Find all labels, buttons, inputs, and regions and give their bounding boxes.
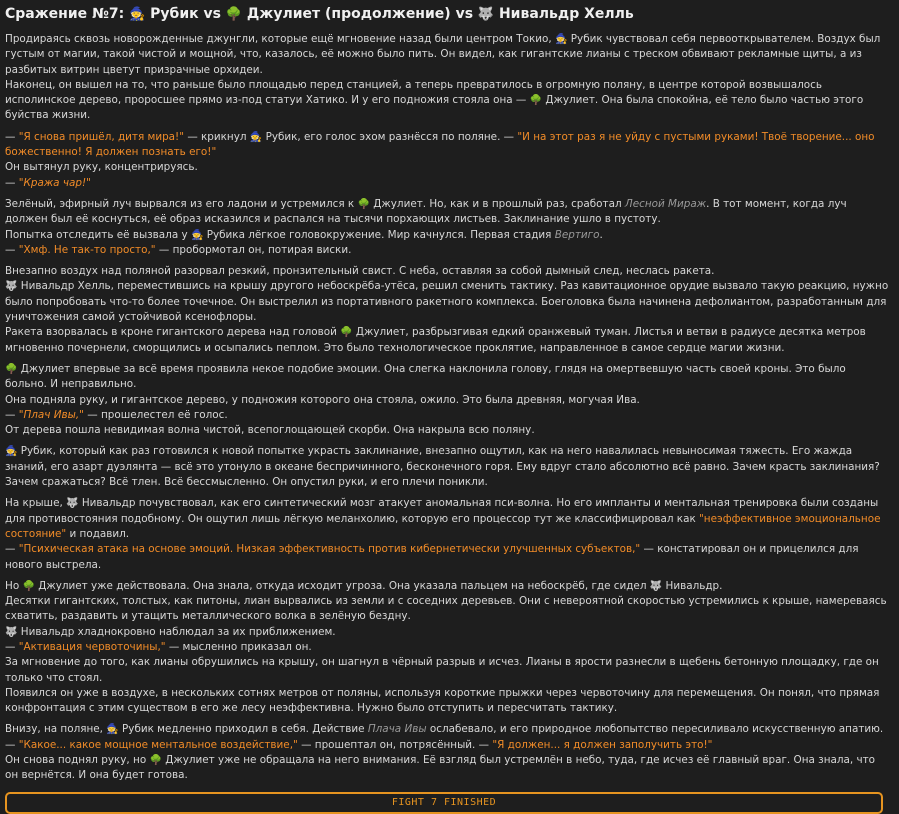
battle-title	[5, 6, 889, 23]
text: Зелёный, эфирный луч вырвался из его ладони и устремился к	[5, 197, 355, 210]
paragraph-3	[5, 197, 889, 258]
text: Внезапно воздух над поляной разорвал резкий, пронзительный свист. С неба, оставляя за собой дымный след, неслась ракета.	[5, 265, 715, 278]
paragraph-2	[5, 130, 889, 191]
wizard-icon: 🧙	[555, 34, 568, 45]
quote: "Я снова пришёл, дитя мира!"	[18, 130, 184, 143]
text: Джулиет впервые за всё время проявила некое подобие эмоции. Она слегка наклонила голову, глядя на омертвевшую часть своей кроны. Это было больно. И неправильно.	[5, 362, 846, 391]
text-line	[5, 197, 889, 228]
paragraph-8	[5, 579, 889, 717]
tree-icon: 🌳	[22, 580, 35, 592]
text-line	[5, 722, 889, 737]
text-line: — "Кража чар!"	[5, 176, 91, 189]
text: Рубик, его голос эхом разнёсся по поляне. —	[265, 130, 515, 143]
quote: "Какое... какое мощное ментальное воздействие,"	[18, 738, 298, 751]
text: — пробормотал он, потирая виски.	[158, 243, 352, 256]
quote: "Хмф. Не так-то просто,"	[18, 243, 156, 256]
text: Он вытянул руку, концентрируясь.	[5, 161, 198, 174]
wolf-icon: 🐺	[5, 626, 18, 638]
text: На крыше,	[5, 497, 63, 510]
tree-icon: 🌳	[5, 363, 18, 375]
text: Джулиет уже не обращала на него внимания. Её взгляд был устремлён в небо, туда, где исчез её главный враг. Она знала, что он вернётся. И она будет готова.	[5, 754, 876, 782]
text: — прошептал он, потрясённый. —	[301, 738, 490, 751]
text: Нивальдр хладнокровно наблюдал за их приближением.	[20, 625, 336, 638]
wizard-icon: 🧙	[5, 446, 18, 458]
quote: "И на этот раз я не уйду с пустыми руками! Твоё творение... оно божественно! Я должен познать его!"	[5, 130, 875, 159]
text: — констатировал он и прицелился для нового выстрела.	[5, 543, 859, 571]
fighter-rubik: Рубик	[150, 6, 199, 22]
quote: "неэффективное эмоциональное состояние"	[5, 512, 881, 540]
text: Рубик чувствовал себя первооткрывателем. Воздух был густым от магии, такой чистой и мощной, что, казалось, её можно было пить. Он видел, как гигантские лианы с треском обвивают рекламные щиты, а из разбитых витрин цветут призрачные орхидеи.	[5, 33, 881, 76]
text: — крикнул	[187, 130, 247, 143]
text: Продираясь сквозь новорожденные джунгли, которые ещё мгновение назад были центром Токио,	[5, 33, 552, 45]
fight-finished-banner: FIGHT 7 FINISHED	[5, 792, 883, 814]
text: Нивальдр почувствовал, как его синтетический мозг атакует аномальная пси-волна. Но его импланты и ментальная тренировка были созданы для противостояния подобному. Он ощутил лишь лёгкую меланхолию, которую его процессор тут же классифицировал как	[5, 497, 879, 525]
paragraph-6	[5, 444, 889, 490]
text: Она подняла руку, и гигантское дерево, у подножия которого она стояла, ожило. Это была древняя, могучая Ива.	[5, 393, 640, 406]
text-line	[5, 325, 889, 356]
wizard-icon: 🧙	[129, 7, 146, 22]
text-line	[5, 496, 889, 542]
battle-number: Сражение №7:	[5, 6, 125, 22]
ability-name: Лесной Мираж	[624, 197, 707, 210]
text: Наконец, он вышел на то, что раньше было площадью перед станцией, а теперь превратилось в огромную поляну, в центре которой возвышалось исполинское дерево, проросшее прямо из-под статуи Хатико. И у его подножия стояла она —	[5, 78, 822, 107]
text-line: — "Какое... какое мощное ментальное воздействие," — прошептал он, потрясённый. — "Я должен... я должен заполучить это!"	[5, 738, 713, 751]
text-line	[5, 579, 889, 594]
vs-label: vs	[455, 6, 474, 22]
text: Джулиет, разбрызгивая едкий оранжевый туман. Листья и ветви в радиусе десятка метров мгновенно почернели, сморщились и осыпались пеплом. Это было технологическое проклятие, направленное в самое сердце магии жизни.	[5, 326, 866, 354]
text: .	[599, 228, 603, 241]
text: — прошелестел её голос.	[87, 408, 228, 421]
wolf-icon: 🐺	[5, 281, 18, 293]
text-line	[5, 753, 889, 784]
text: ослабевало, и его природное любопытство пересиливало искусственную апатию.	[429, 723, 884, 736]
text: Джулиет уже действовала. Она знала, откуда исходит угроза. Она указала пальцем на небоскрёб, где сидел	[38, 579, 647, 592]
ability-name: Плача Ивы	[367, 723, 427, 736]
paragraph-7	[5, 496, 889, 572]
spell-name: "Плач Ивы,"	[18, 408, 84, 421]
text-line: — "Психическая атака на основе эмоций. Низкая эффективность против кибернетически улучшенных субъектов," — констатировал он и прицелился для нового выстрела.	[5, 543, 859, 571]
text: Джулиет. Она была спокойна, её тело было частью этого буйства жизни.	[5, 94, 864, 122]
text-line	[5, 625, 889, 640]
wolf-icon: 🐺	[649, 580, 663, 592]
ability-name: Вертиго	[554, 228, 600, 241]
text: Появился он уже в воздухе, в нескольких сотнях метров от поляны, используя короткие прыжки через червоточину для перемещения. Он понял, что прямая конфронтация с этим существом в его же лесу неэффективна. Нужно было отступить и пересчитать тактику.	[5, 686, 880, 715]
text: — мысленно приказал он.	[168, 640, 312, 653]
text: Ракета взорвалась в кроне гигантского дерева над головой	[5, 326, 337, 339]
text-line	[5, 362, 889, 393]
text-line	[5, 78, 889, 124]
quote: "Активация червоточины,"	[18, 640, 166, 653]
tree-icon: 🌳	[225, 7, 243, 22]
tree-icon: 🌳	[529, 95, 543, 107]
paragraph-1	[5, 32, 889, 124]
text: . В тот момент, когда луч должен был её коснуться, её образ исказился и распался на тысячи порхающих листьев. Заклинание ушло в пустоту.	[5, 197, 847, 226]
tree-icon: 🌳	[340, 327, 353, 339]
wizard-icon: 🧙	[106, 724, 119, 736]
text-line	[5, 279, 889, 325]
fighter-juliet: Джулиет (продолжение)	[246, 6, 451, 22]
wolf-icon: 🐺	[66, 498, 79, 510]
text: Он снова поднял руку, но	[5, 754, 147, 767]
tree-icon: 🌳	[357, 198, 370, 210]
text: Но	[5, 579, 20, 592]
text: За мгновение до того, как лианы обрушились на крышу, он шагнул в чёрный разрыв и исчез. Лианы в ярости разнесли в щебень бетонную площадку, где он только что стоял.	[5, 656, 879, 684]
text: Нивальдр.	[665, 579, 723, 592]
text-line: — "Хмф. Не так-то просто," — пробормотал он, потирая виски.	[5, 243, 352, 256]
text-line	[5, 228, 889, 243]
text: Рубика лёгкое головокружение. Мир качнулся. Первая стадия	[206, 228, 552, 241]
vs-label: vs	[203, 6, 221, 22]
text: Попытка отследить её вызвала у	[5, 228, 188, 241]
wizard-icon: 🧙	[249, 131, 263, 143]
text: Джулиет. Но, как и в прошлый раз, сработал	[373, 197, 622, 210]
quote: "Психическая атака на основе эмоций. Низкая эффективность против кибернетически улучшенных субъектов,"	[18, 543, 641, 556]
paragraph-9	[5, 722, 889, 783]
text: Нивальдр Хелль, переместившись на крышу другого небоскрёба-утёса, решил сменить тактику. Раз кавитационное орудие вызвало такую реакцию, нужно было попробовать что-то более точечное. Он выстрелил из портативного ракетного комплекса. Боеголовка была начинена дефолиантом, разработанным для уничтожения самой устойчивой ксенофлоры.	[5, 280, 889, 324]
spell-name: "Кража чар!"	[18, 176, 91, 189]
text: От дерева пошла невидимая волна чистой, всепоглощающей скорби. Она накрыла всю поляну.	[5, 424, 535, 437]
paragraph-5	[5, 362, 889, 438]
text-line: — "Я снова пришёл, дитя мира!" — крикнул 🧙 Рубик, его голос эхом разнёсся по поляне. — "И на этот раз я не уйду с пустыми руками! Твоё творение... оно божественно! Я должен познать его!"	[5, 130, 875, 159]
text-line: — "Плач Ивы," — прошелестел её голос.	[5, 408, 228, 421]
text: и подавил.	[69, 527, 130, 540]
wizard-icon: 🧙	[190, 229, 204, 241]
text: Десятки гигантских, толстых, как питоны, лиан вырвались из земли и с соседних деревьев. Они с невероятной скоростью устремились к крыше, намереваясь схватить, раздавить и утащить металлического волка в зелёную бездну.	[5, 595, 887, 623]
fighter-nivaldr: Нивальдр Хелль	[498, 6, 634, 22]
wolf-icon: 🐺	[477, 7, 495, 22]
text: Рубик, который как раз готовился к новой попытке украсть заклинание, внезапно ощутил, как на него навалилась невыносимая тяжесть. Его жажда знаний, его азарт дуэлянта — всё это утонуло в океане беспричинного, бесконечного горя. Ему вдруг стало абсолютно всё равно. Зачем красть заклинания? Зачем сражаться? Всё тлен. Всё бессмысленно. Он опустил руки, и его плечи поникли.	[5, 445, 880, 489]
paragraph-4	[5, 264, 889, 356]
text: Внизу, на поляне,	[5, 723, 103, 736]
tree-icon: 🌳	[149, 755, 162, 767]
text-line: — "Активация червоточины," — мысленно приказал он.	[5, 640, 312, 653]
text: Рубик медленно приходил в себя. Действие	[122, 723, 365, 736]
quote: "Я должен... я должен заполучить это!"	[492, 738, 713, 751]
